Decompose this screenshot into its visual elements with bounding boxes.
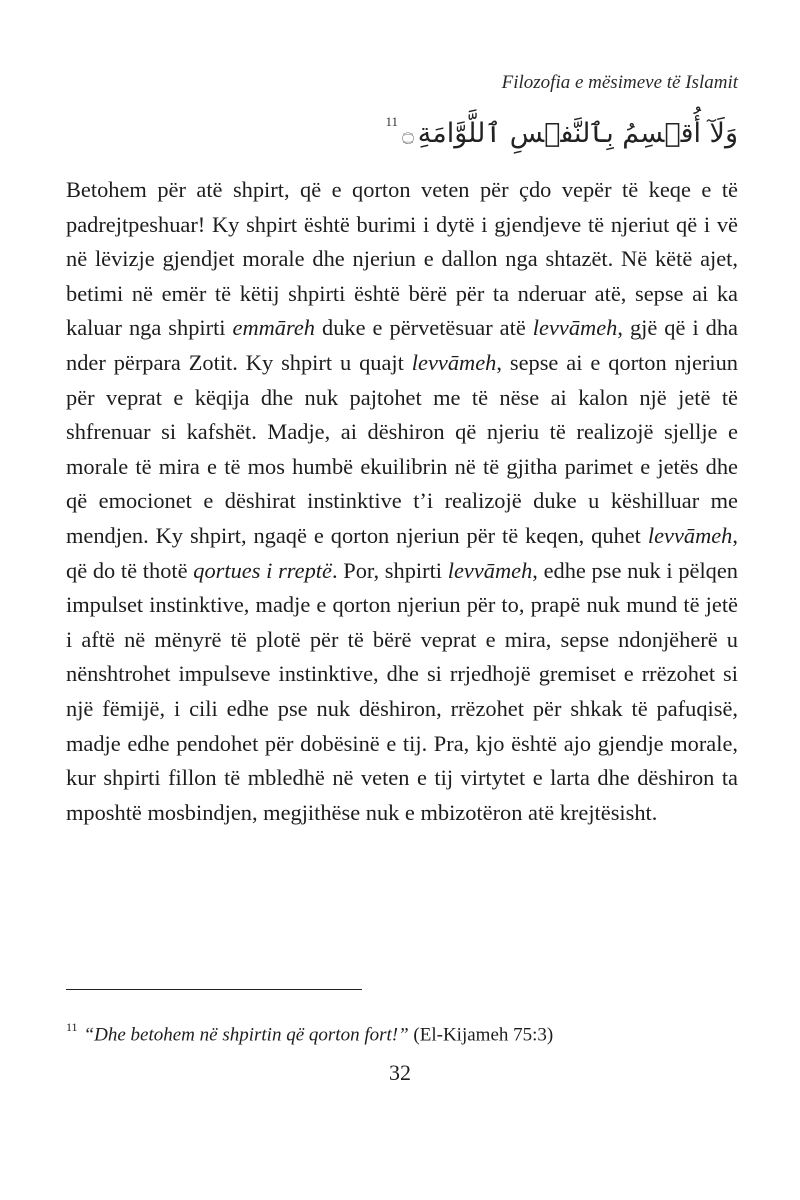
quran-verse — [385, 113, 738, 149]
footnote-reference: (El-Kijameh 75:3) — [408, 1024, 554, 1046]
body-text-run: Betohem për atë shpirt, që e qorton veten për çdo vepër të keqe e të padrejtpeshuar! Ky shpirt është burimi i dytë i gjendjeve të njeriut që i vë në lëvizje gjendjet morale dhe njeriun e dallon nga shtazët. Në këtë ajet, betimi në emër të këtij shpirti është bërë për ta nderuar atë, sepse ai ka kaluar nga shpirti — [66, 177, 738, 341]
italic-term: levvāmeh — [647, 522, 733, 548]
footnote-quote: “Dhe betohem në shpirtin që qorton fort!” — [83, 1024, 409, 1046]
body-text-run: . Por, shpirti — [331, 557, 448, 583]
body-text-run: , edhe pse nuk i pëlqen impulset instinktive, madje e qorton njeriun për to, prapë nuk mund të jetë i aftë në mënyrë të plotë për të bërë veprat e mira, sepse ndonjëherë u nënshtrohet impulseve instinktive, dhe si rrjedhojë gremiset e rrëzohet si një fëmijë, i cili edhe pse nuk dëshiron, rrëzohet për shkak të pafuqisë, madje edhe pendohet për dobësinë e tij. Pra, kjo është ajo gjendje morale, kur shpirti fillon të mbledhë në veten e tij virtytet e larta dhe dëshiron ta mposhtë mosbindjen, megjithëse nuk e mbizotëron atë krejtësisht. — [66, 557, 739, 825]
footnote-separator — [66, 989, 362, 990]
verse-footnote-ref: 11 — [385, 113, 399, 129]
body-paragraph — [66, 173, 738, 830]
italic-term: levvāmeh — [447, 557, 533, 583]
footnote — [66, 1022, 746, 1046]
body-text-run: , sepse ai e qorton njeriun për veprat e këqija dhe nuk pajtohet me të nëse ai kalon një jetë të shfrenuar si kafshët. Madje, ai dëshiron që njeriu të realizojë sjellje e morale të mira e të mos humbë ekuilibrin në të gjitha parimet e jetës dhe që emocionet e dëshirat instinktive t’i realizojë duke u këshilluar me mendjen. Ky shpirt, ngaqë e qorton njeriun për të keqen, quhet — [66, 349, 739, 548]
italic-term: qortues i rreptë — [193, 557, 332, 583]
italic-term: emmāreh — [232, 315, 316, 341]
body-text-run: , gjë që i dha nder përpara Zotit. Ky shpirt u quajt — [66, 315, 738, 375]
body-text-run: duke e përvetësuar atë — [315, 315, 533, 341]
italic-term: levvāmeh — [411, 349, 497, 375]
page-number: 32 — [389, 1060, 411, 1085]
italic-term: levvāmeh — [532, 315, 618, 341]
verse-end-mark: ۝ — [402, 121, 414, 146]
body-text-run: , që do të thotë — [66, 522, 738, 583]
running-header: Filozofia e mësimeve të Islamit — [501, 72, 738, 93]
verse-arabic-text: وَلَآ أُقۡسِمُ بِٱلنَّفۡسِ ٱللَّوَّامَةِ — [417, 118, 738, 149]
footnote-number: 11 — [66, 1020, 78, 1034]
